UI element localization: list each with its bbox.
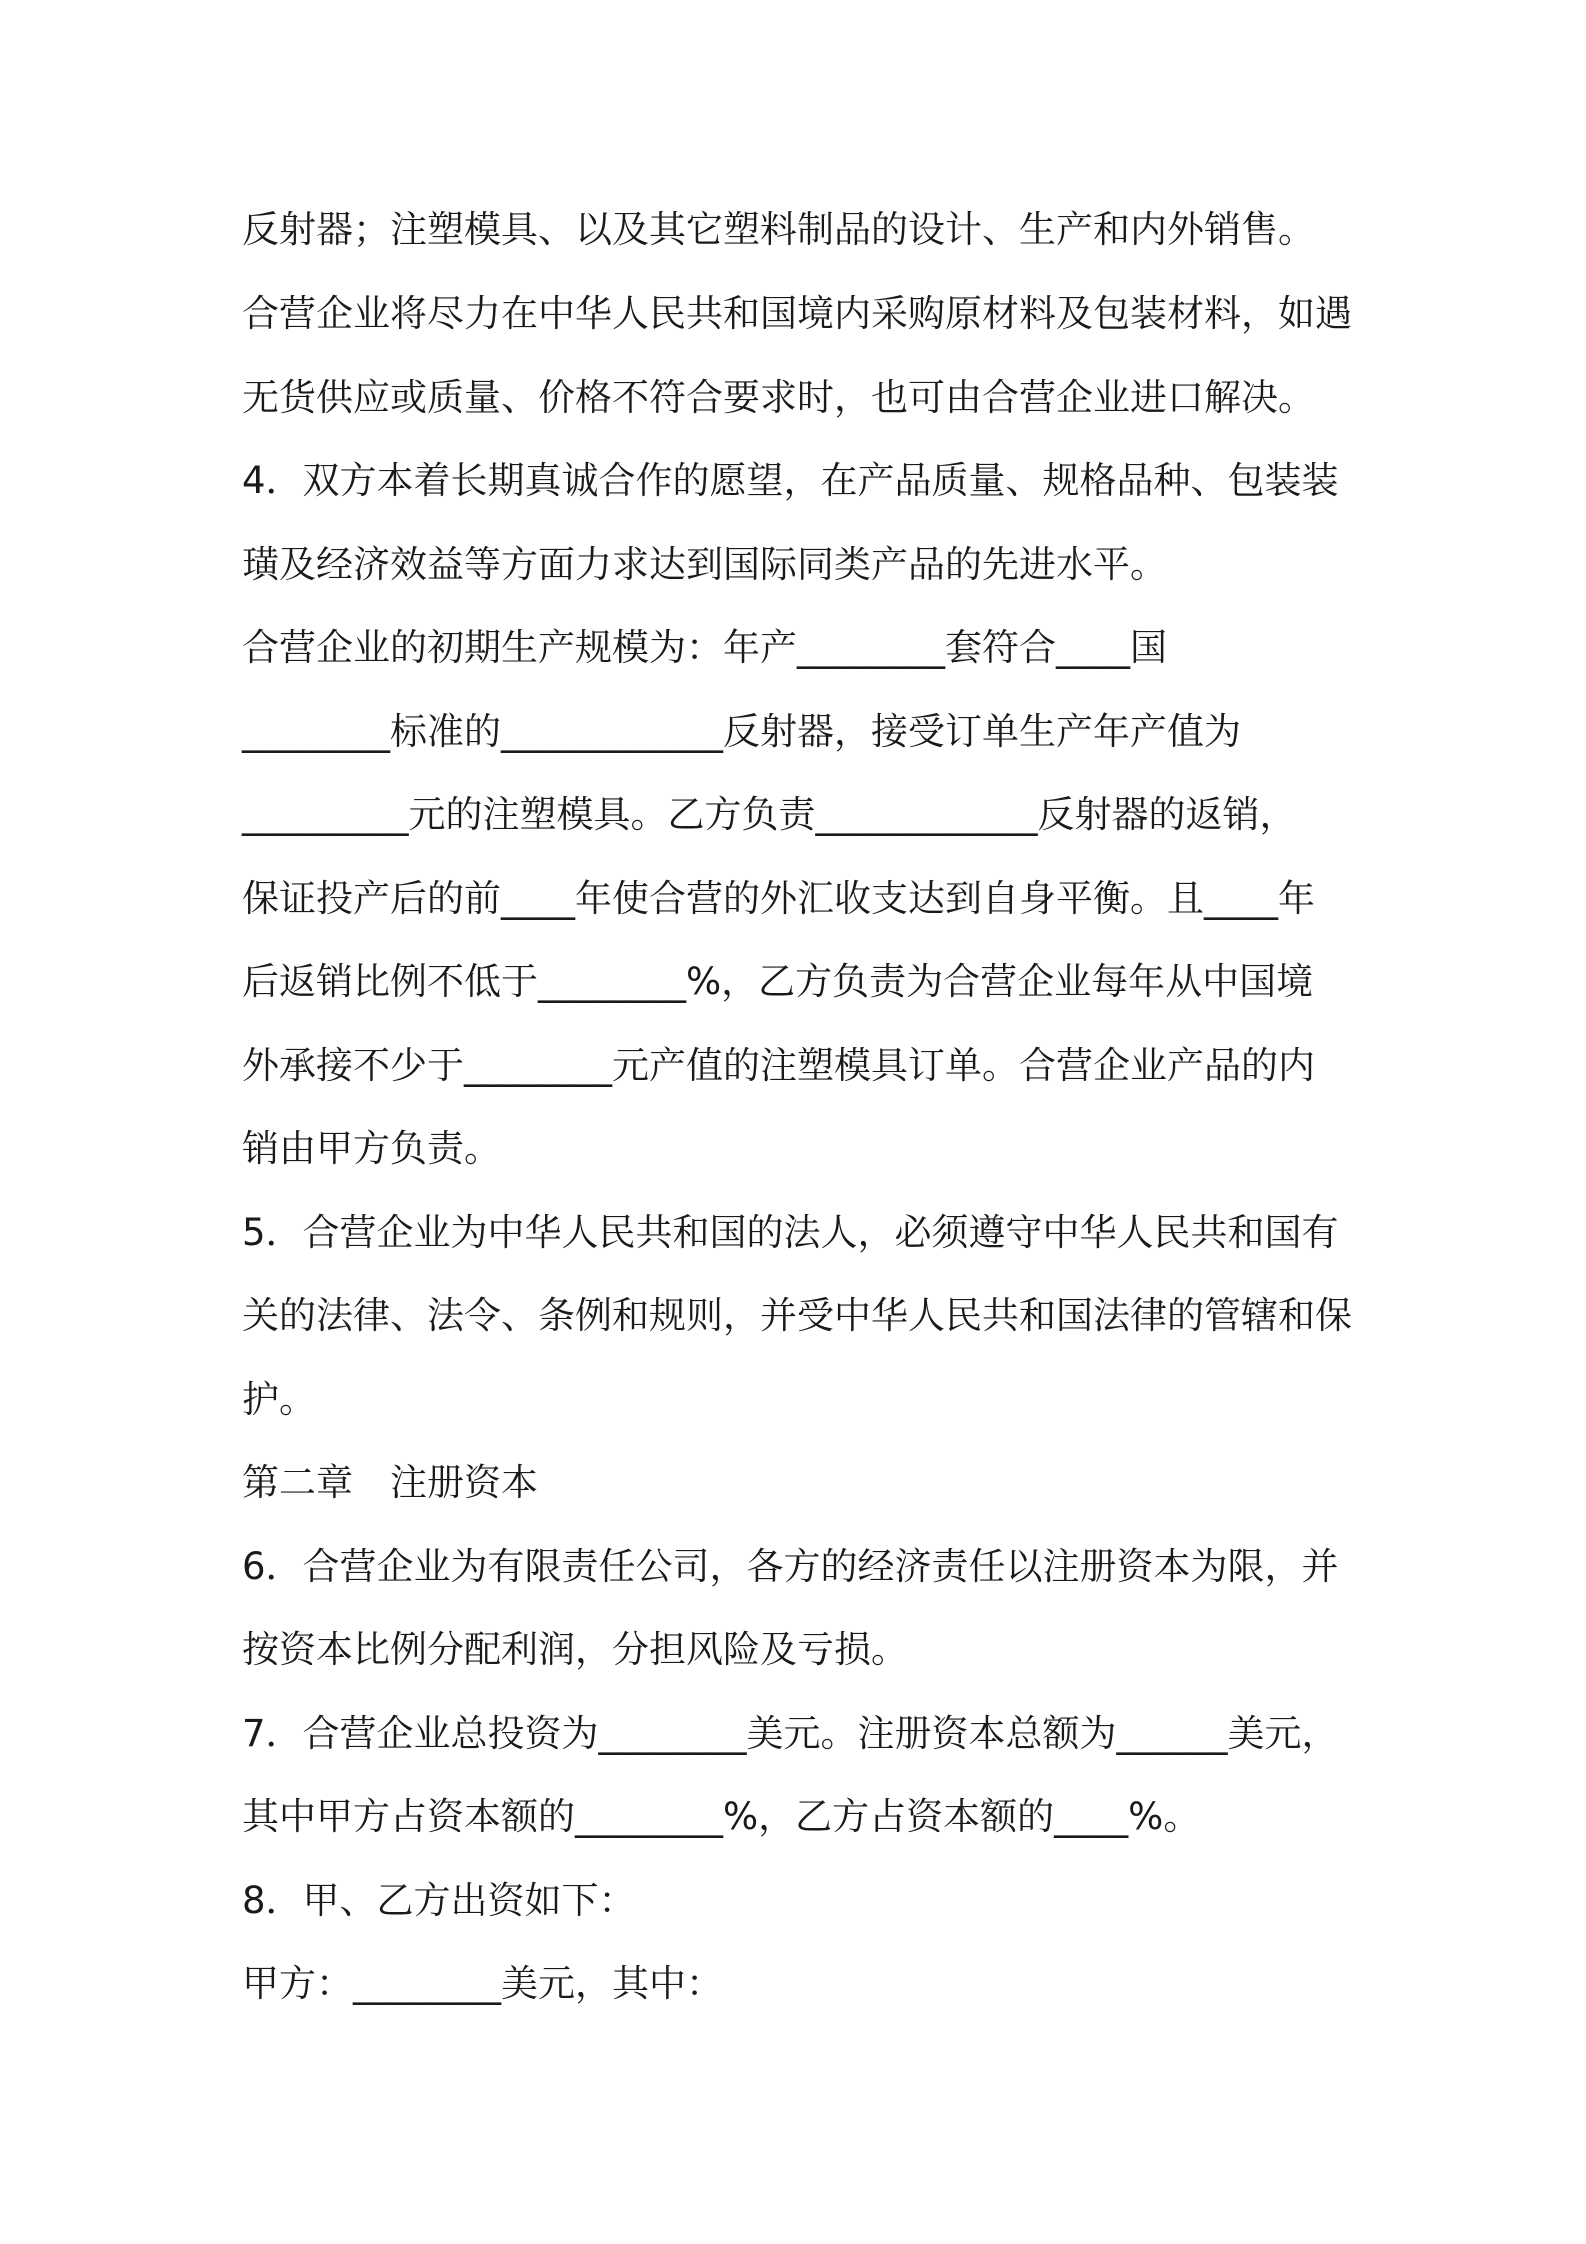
text-line: 无货供应或质量、价格不符合要求时，也可由合营企业进口解决。	[242, 376, 1315, 419]
text-line: 合营企业将尽力在中华人民共和国境内采购原材料及包装材料，如遇	[242, 292, 1352, 335]
text-line: 其中甲方占资本额的________%，乙方占资本额的____%。	[242, 1795, 1201, 1838]
text-line: 合营企业的初期生产规模为：年产________套符合____国	[242, 626, 1167, 669]
text-line: 8．甲、乙方出资如下：	[242, 1879, 636, 1922]
chapter-heading: 第二章 注册资本	[242, 1461, 538, 1504]
text-line: 保证投产后的前____年使合营的外汇收支达到自身平衡。且____年	[242, 877, 1315, 920]
text-line: 璜及经济效益等方面力求达到国际同类产品的先进水平。	[242, 543, 1167, 586]
text-line: ________标准的____________反射器，接受订单生产年产值为	[242, 710, 1241, 753]
text-line: 6．合营企业为有限责任公司，各方的经济责任以注册资本为限，并	[242, 1545, 1339, 1588]
text-line: 护。	[242, 1378, 316, 1421]
text-line: 后返销比例不低于________%，乙方负责为合营企业每年从中国境	[242, 960, 1314, 1003]
text-line: 4．双方本着长期真诚合作的愿望，在产品质量、规格品种、包装装	[242, 459, 1339, 502]
text-line: 按资本比例分配利润，分担风险及亏损。	[242, 1628, 908, 1671]
text-line: 7．合营企业总投资为________美元。注册资本总额为______美元，	[242, 1712, 1339, 1755]
text-line: 外承接不少于________元产值的注塑模具订单。合营企业产品的内	[242, 1044, 1315, 1087]
text-line: 5．合营企业为中华人民共和国的法人，必须遵守中华人民共和国有	[242, 1211, 1339, 1254]
text-line: 反射器；注塑模具、以及其它塑料制品的设计、生产和内外销售。	[242, 208, 1315, 251]
text-line: 关的法律、法令、条例和规则，并受中华人民共和国法律的管辖和保	[242, 1294, 1352, 1337]
text-line: _________元的注塑模具。乙方负责____________反射器的返销，	[242, 793, 1297, 836]
text-line: 销由甲方负责。	[242, 1127, 501, 1170]
text-line: 甲方：________美元，其中：	[242, 1962, 723, 2005]
